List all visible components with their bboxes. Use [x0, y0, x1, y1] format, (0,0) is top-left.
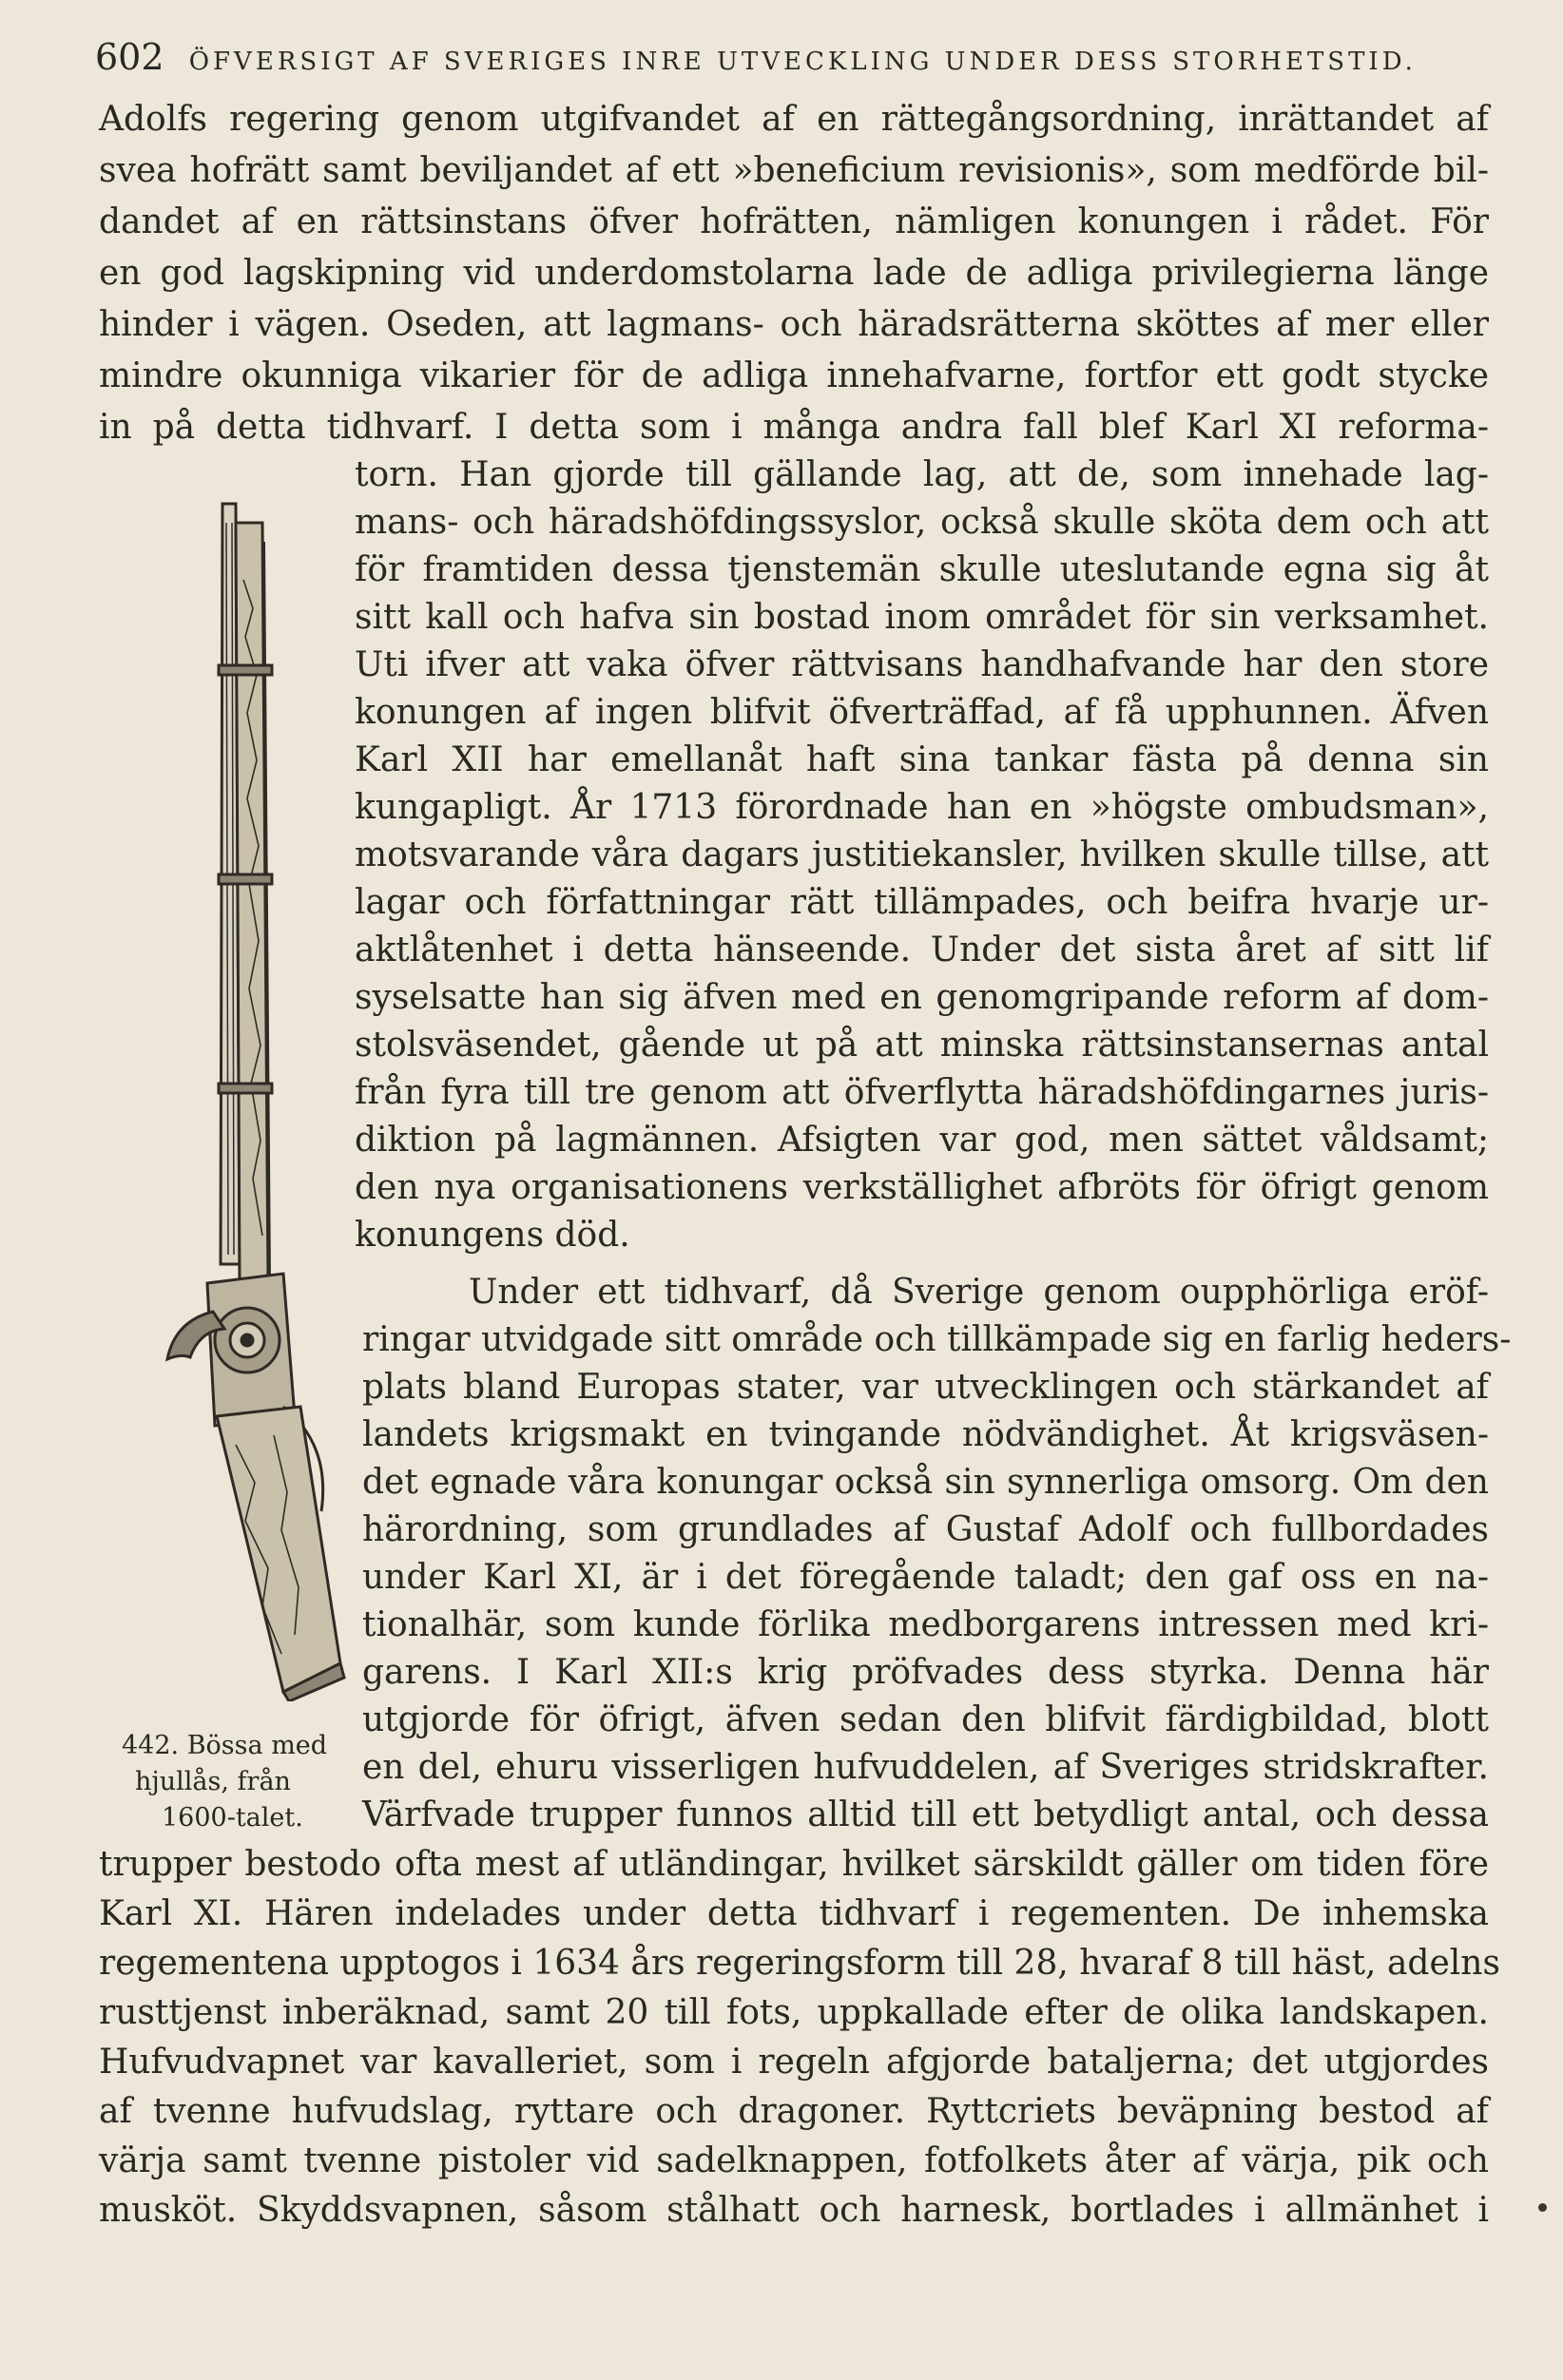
- figure-caption-line: 442. Bössa med: [122, 1731, 328, 1760]
- text-line: en del, ehuru visserligen hufvuddelen, af Sveriges stridskrafter.: [362, 1748, 1489, 1787]
- text-line: utgjorde för öfrigt, äfven sedan den blifvit färdigbildad, blott: [362, 1700, 1489, 1739]
- figure-caption-line: 1600-talet.: [162, 1803, 303, 1833]
- wheellock-gun-illustration: [141, 466, 359, 1701]
- text-line: Karl XII har emellanåt haft sina tankar fästa på denna sin: [355, 740, 1489, 779]
- text-line: mans- och häradshöfdingssyslor, också skulle sköta dem och att: [355, 503, 1489, 542]
- text-line: hinder i vägen. Oseden, att lagmans- och häradsrätterna sköttes af mer eller: [99, 305, 1489, 344]
- text-line: garens. I Karl XII:s krig pröfvades dess styrka. Denna här: [362, 1653, 1489, 1692]
- text-line: landets krigsmakt en tvingande nödvändighet. Åt krigsväsen-: [362, 1415, 1489, 1454]
- text-line: lagar och författningar rätt tillämpades, och beifra hvarje ur-: [355, 883, 1489, 922]
- text-line: det egnade våra konungar också sin synnerliga omsorg. Om den: [362, 1463, 1489, 1502]
- text-line: konungens död.: [355, 1216, 630, 1255]
- text-line: kungapligt. År 1713 förordnade han en »högste ombudsman»,: [355, 788, 1489, 827]
- text-line: tionalhär, som kunde förlika medborgarens intressen med kri-: [362, 1605, 1489, 1644]
- text-line: Värfvade trupper funnos alltid till ett betydligt antal, och dessa: [362, 1795, 1489, 1834]
- header-title: ÖFVERSIGT AF SVERIGES INRE UTVECKLING UNDER DESS STORHETSTID.: [188, 48, 1417, 76]
- text-line: trupper bestodo ofta mest af utländingar, hvilket särskildt gäller om tiden före: [99, 1845, 1489, 1884]
- text-line: rusttjenst inberäknad, samt 20 till fots, uppkallade efter de olika landskapen.: [99, 1993, 1489, 2032]
- page-number: 602: [95, 36, 164, 78]
- text-line: regementena upptogos i 1634 års regeringsform till 28, hvaraf 8 till häst, adelns: [99, 1944, 1500, 1983]
- text-line: Uti ifver att vaka öfver rättvisans handhafvande har den store: [355, 645, 1489, 684]
- text-line: under Karl XI, är i det föregående taladt; den gaf oss en na-: [362, 1558, 1489, 1597]
- text-line: sitt kall och hafva sin bostad inom området för sin verksamhet.: [355, 598, 1489, 637]
- text-line: för framtiden dessa tjenstemän skulle uteslutande egna sig åt: [355, 550, 1489, 589]
- figure-caption-line: hjullås, från: [135, 1767, 291, 1796]
- text-line: ringar utvidgade sitt område och tillkämpade sig en farlig heders-: [362, 1320, 1512, 1359]
- text-line: aktlåtenhet i detta hänseende. Under det sista året af sitt lif: [355, 931, 1489, 969]
- text-line: Under ett tidhvarf, då Sverige genom oupphörliga eröf-: [469, 1273, 1489, 1312]
- text-line: Karl XI. Hären indelades under detta tidhvarf i regementen. De inhemska: [99, 1894, 1489, 1933]
- text-line: motsvarande våra dagars justitiekansler, hvilken skulle tillse, att: [355, 835, 1489, 874]
- text-line: in på detta tidhvarf. I detta som i många andra fall blef Karl XI reforma-: [99, 408, 1489, 447]
- text-line: konungen af ingen blifvit öfverträffad, af få upphunnen. Äfven: [355, 693, 1489, 732]
- text-line: en god lagskipning vid underdomstolarna lade de adliga privilegierna länge: [99, 254, 1489, 293]
- text-line: den nya organisationens verkställighet afbröts för öfrigt genom: [355, 1168, 1489, 1207]
- text-line: syselsatte han sig äfven med en genomgripande reform af dom-: [355, 978, 1489, 1017]
- text-line: torn. Han gjorde till gällande lag, att de, som innehade lag-: [355, 455, 1489, 494]
- text-line: Hufvudvapnet var kavalleriet, som i regeln afgjorde bataljerna; det utgjordes: [99, 2043, 1489, 2082]
- ink-speck: [1538, 2203, 1547, 2212]
- text-line: plats bland Europas stater, var utvecklingen och stärkandet af: [362, 1368, 1489, 1407]
- text-line: Adolfs regering genom utgifvandet af en rättegångsordning, inrättandet af: [99, 100, 1489, 139]
- text-line: svea hofrätt samt beviljandet af ett »beneficium revisionis», som medförde bil-: [99, 151, 1489, 190]
- text-line: värja samt tvenne pistoler vid sadelknappen, fotfolkets åter af värja, pik och: [99, 2141, 1489, 2180]
- text-line: diktion på lagmännen. Afsigten var god, men sättet våldsamt;: [355, 1121, 1489, 1160]
- text-line: dandet af en rättsinstans öfver hofrätten, nämligen konungen i rådet. För: [99, 202, 1489, 241]
- text-line: musköt. Skyddsvapnen, såsom stålhatt och harnesk, bortlades i allmänhet i: [99, 2191, 1489, 2230]
- text-line: af tvenne hufvudslag, ryttare och dragoner. Ryttcriets beväpning bestod af: [99, 2092, 1489, 2131]
- text-line: mindre okunniga vikarier för de adliga innehafvarne, fortfor ett godt stycke: [99, 356, 1489, 395]
- text-line: från fyra till tre genom att öfverflytta häradshöfdingarnes juris-: [355, 1073, 1489, 1112]
- text-line: härordning, som grundlades af Gustaf Adolf och fullbordades: [362, 1510, 1489, 1549]
- running-header: [95, 36, 1502, 78]
- text-line: stolsväsendet, gående ut på att minska rättsinstansernas antal: [355, 1026, 1489, 1065]
